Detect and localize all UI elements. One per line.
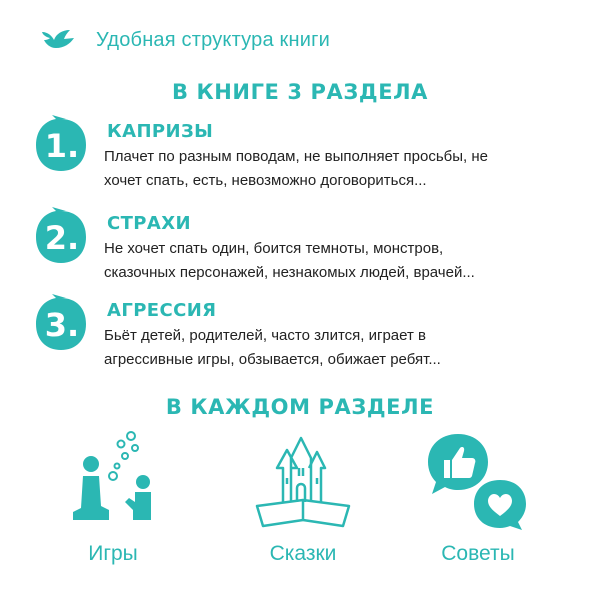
section-name: КАПРИЗЫ: [107, 121, 214, 142]
each-section-heading: В КАЖДОМ РАЗДЕЛЕ: [165, 395, 435, 419]
section-description: [104, 324, 574, 372]
description-line: Плачет по разным поводам, не выполняет просьбы, не: [104, 148, 489, 165]
kids-bubbles-icon: [53, 428, 173, 532]
section-name: АГРЕССИЯ: [107, 300, 217, 321]
feature-advice: [393, 428, 563, 565]
section-number: 2.: [44, 219, 80, 257]
castle-book-icon: [243, 428, 363, 532]
features: [0, 428, 600, 598]
number-badge-1: [32, 115, 90, 175]
thumb-heart-bubbles-icon: [418, 428, 538, 532]
section-caprices: [0, 115, 600, 205]
header: [40, 22, 330, 58]
page-title: Удобная структура книги: [96, 28, 330, 51]
section-aggression: [0, 294, 600, 384]
number-badge-2: [32, 207, 90, 267]
description-line: хочет спать, есть, невозможно договориться...: [104, 172, 427, 189]
number-badge-3: [32, 294, 90, 354]
bird-icon: [40, 26, 76, 54]
description-line: Не хочет спать один, боится темноты, монстров,: [104, 240, 444, 257]
section-description: [104, 237, 574, 285]
section-description: [104, 145, 574, 193]
section-number: 3.: [44, 306, 80, 344]
feature-label: Сказки: [269, 542, 337, 565]
sections-heading: В КНИГЕ 3 РАЗДЕЛА: [171, 80, 429, 104]
feature-tales: [218, 428, 388, 565]
feature-label: Игры: [88, 542, 138, 565]
description-line: сказочных персонажей, незнакомых людей, врачей...: [104, 264, 475, 281]
section-name: СТРАХИ: [107, 213, 191, 234]
description-line: агрессивные игры, обзывается, обижает ребят...: [104, 351, 441, 368]
description-line: Бьёт детей, родителей, часто злится, играет в: [104, 327, 426, 344]
feature-label: Советы: [441, 542, 515, 565]
section-fears: [0, 207, 600, 297]
feature-games: [28, 428, 198, 565]
section-number: 1.: [44, 127, 80, 165]
